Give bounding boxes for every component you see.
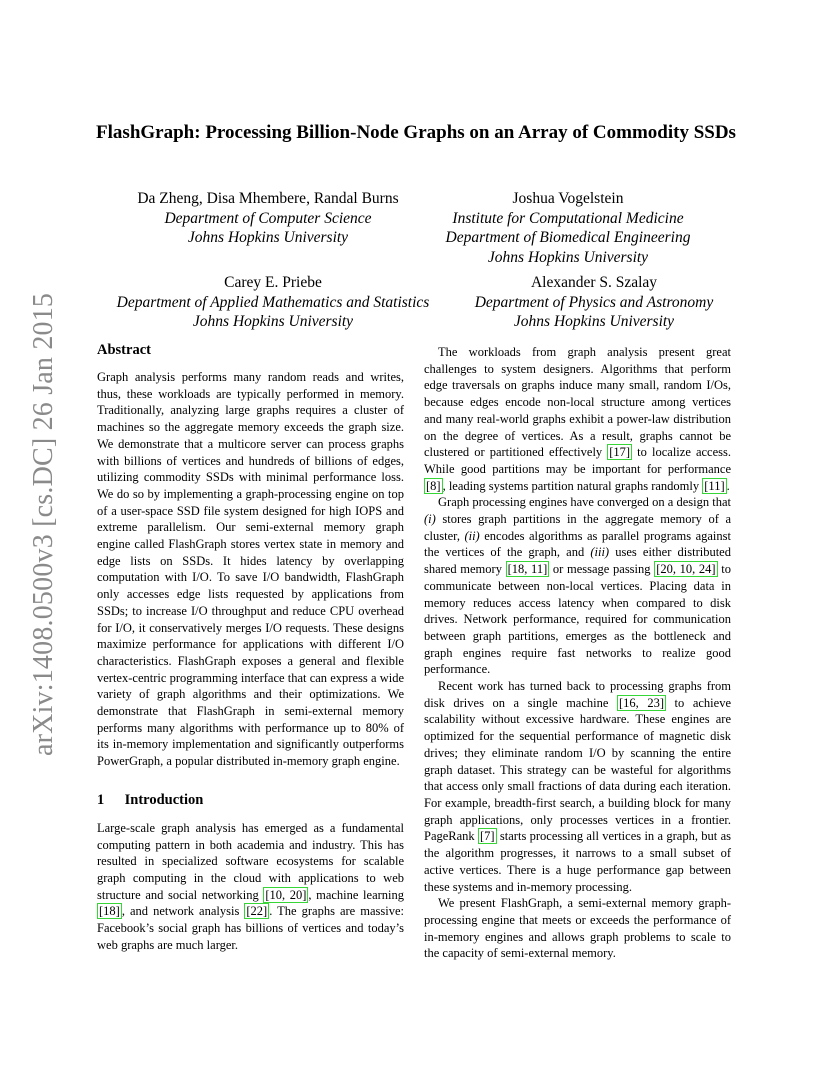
text-run: Graph processing engines have converged on a design that — [438, 495, 731, 510]
author-block-4 — [456, 273, 732, 332]
author-name: Joshua Vogelstein — [512, 190, 624, 207]
text-run: , machine learning — [308, 887, 405, 902]
body-paragraph-1 — [424, 344, 731, 494]
author-block-1 — [98, 189, 438, 248]
citation-link[interactable]: [16, 23] — [618, 695, 664, 710]
text-run: The workloads from graph analysis present great challenges to system designers. Algorithms that perform edge traversals on graphs induce many small, random I/Os, because edges encode non-local structure among vertices and many real-world graphs exhibit a power-law distribution on the degree of vertices. As a result, graphs cannot be clustered or partitioned effectively — [424, 345, 731, 460]
citation-link[interactable]: [22] — [246, 904, 268, 919]
enumeration-marker: (ii) — [464, 528, 480, 543]
author-affiliation: Department of Applied Mathematics and Statistics — [116, 293, 430, 311]
arxiv-stamp: arXiv:1408.0500v3 [cs.DC] 26 Jan 2015 — [28, 292, 59, 756]
text-run: stores graph partitions in the aggregate memory of a cluster, — [424, 512, 731, 543]
author-affiliation: Johns Hopkins University — [187, 229, 349, 246]
author-name: Carey E. Priebe — [224, 274, 322, 291]
section-heading-introduction — [97, 790, 404, 810]
author-affiliation: Department of Physics and Astronomy — [474, 293, 714, 311]
text-run: or message passing — [549, 562, 655, 577]
text-run: starts processing all vertices in a graph, but as the algorithm progresses, it narrows to a small subset of active vertices. There is a huge performance gap between these systems and in-memory processing. — [424, 829, 731, 894]
author-name: Da Zheng, Disa Mhembere, Randal Burns — [137, 190, 399, 207]
author-affiliation: Johns Hopkins University — [487, 248, 649, 266]
text-run: to achieve scalability without excessive hardware. These engines are optimized for the sequential performance of magnetic disk drives; they eliminate random I/O by scanning the entire graph dataset. This strategy can be wasteful for algorithms that access only small fractions of data during each iteration. For example, breadth-first search, a building block for many graph applications, only processes vertices in a frontier. PageRank — [424, 695, 732, 844]
right-column — [424, 344, 731, 962]
author-affiliation: Department of Biomedical Engineering — [445, 229, 691, 246]
enumeration-marker: (i) — [424, 512, 436, 527]
citation-link[interactable]: [20, 10, 24] — [656, 562, 716, 577]
author-name: Alexander S. Szalay — [530, 274, 658, 291]
author-affiliation: Institute for Computational Medicine — [452, 209, 684, 227]
enumeration-marker: (iii) — [590, 545, 610, 560]
text-run: . The graphs are massive: Facebook’s social graph has billions of vertices and today’s web graphs are much larger. — [97, 904, 404, 952]
text-run: . — [726, 478, 730, 493]
section-number: 1 — [97, 791, 105, 808]
text-run: to communicate between non-local vertices. Placing data in memory reduces access latency when compared to disk drives. Network performance, required for communication between graph partitions, emerges as the bottleneck and graph engines require fast networks to realize good performance. — [424, 562, 731, 677]
author-block-2 — [432, 189, 704, 267]
author-affiliation: Johns Hopkins University — [192, 313, 354, 330]
author-affiliation: Johns Hopkins University — [513, 313, 675, 330]
citation-link[interactable]: [17] — [609, 445, 631, 460]
text-run: encodes algorithms as parallel programs against the vertices of the graph, and — [424, 528, 731, 560]
author-block-3 — [92, 273, 454, 332]
left-column — [97, 340, 404, 954]
body-paragraph-3 — [424, 678, 731, 895]
text-run: to localize access. While good partitions may be important for performance — [424, 445, 731, 476]
section-title: Introduction — [124, 791, 204, 808]
text-run: , leading systems partition natural graphs randomly — [442, 478, 703, 493]
author-affiliation: Department of Computer Science — [164, 209, 372, 227]
body-paragraph-2 — [424, 494, 731, 678]
citation-link[interactable]: [7] — [480, 829, 495, 844]
citation-link[interactable]: [8] — [426, 478, 441, 493]
citation-link[interactable]: [18, 11] — [507, 562, 548, 577]
text-run: uses either distributed shared memory — [424, 545, 731, 577]
citation-link[interactable]: [18] — [99, 904, 120, 919]
text-run: Recent work has turned back to processing graphs from disk drives on a single machine — [424, 679, 731, 710]
intro-paragraph-1 — [97, 820, 404, 954]
text-run: Large-scale graph analysis has emerged as a fundamental computing pattern in both academia and industry. This has resulted in specialized software ecosystems for scalable graph computing in the cloud with applications to web structure and social networking — [97, 820, 404, 902]
paper-title: FlashGraph: Processing Billion-Node Graphs on an Array of Commodity SSDs — [96, 122, 736, 143]
text-run: , and network analysis — [121, 904, 245, 919]
body-paragraph-4: We present FlashGraph, a semi-external memory graph-processing engine that meets or exceeds the performance of in-memory engines and allows graph problems to scale to the capacity of semi-external memory. — [424, 896, 731, 961]
abstract-text: Graph analysis performs many random reads and writes, thus, these workloads are typically performed in memory. Traditionally, analyzing large graphs requires a cluster of machines so the aggregate memory exceeds the graph size. We demonstrate that a multicore server can process graphs with billions of vertices and hundreds of billions of edges, utilizing commodity SSDs with minimal performance loss. We do so by implementing a graph-processing engine on top of a user-space SSD file system designed for high IOPS and extreme parallelism. Our semi-external memory graph engine called FlashGraph stores vertex state in memory and edge lists on SSDs. It hides latency by overlapping computation with I/O. To save I/O bandwidth, FlashGraph only accesses edge lists requested by applications from SSDs; to increase I/O throughput and reduce CPU overhead for I/O, it conservatively merges I/O requests. These designs maximize performance for applications with different I/O characteristics. FlashGraph exposes a general and flexible vertex-centric programming interface that can express a wide variety of graph algorithms and their optimizations. We demonstrate that FlashGraph in semi-external memory performs many algorithms with performance up to 80% of its in-memory implementation and significantly outperforms PowerGraph, a popular distributed in-memory graph engine. — [97, 370, 404, 769]
citation-link[interactable]: [10, 20] — [265, 887, 307, 902]
abstract-heading: Abstract — [97, 342, 151, 358]
citation-link[interactable]: [11] — [704, 478, 725, 493]
